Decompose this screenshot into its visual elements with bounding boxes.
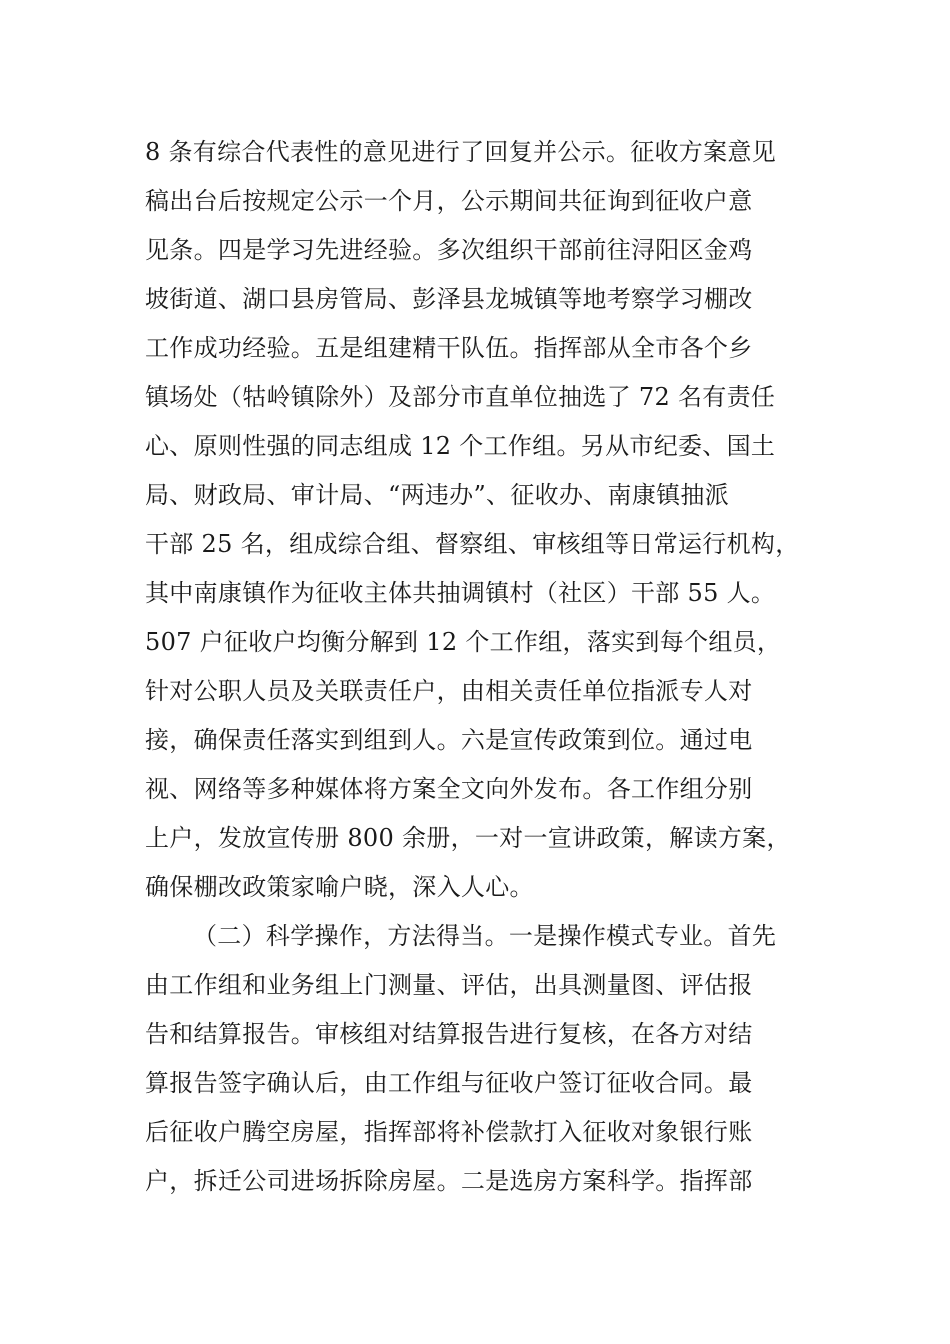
text-line: 确保棚改政策家喻户晓，深入人心。 <box>145 873 534 901</box>
body-text <box>145 128 835 1206</box>
text-line: 视、网络等多种媒体将方案全文向外发布。各工作组分别 <box>145 775 753 803</box>
section-heading-line: （二）科学操作，方法得当。一是操作模式专业。首先 <box>193 922 777 950</box>
text-line: 针对公职人员及关联责任户，由相关责任单位指派专人对 <box>145 677 753 705</box>
text-line: 其中南康镇作为征收主体共抽调镇村（社区）干部 55 人。 <box>145 579 776 607</box>
text-line: 坡街道、湖口县房管局、彭泽县龙城镇等地考察学习棚改 <box>145 285 753 313</box>
text-line: 心、原则性强的同志组成 12 个工作组。另从市纪委、国土 <box>145 432 776 460</box>
text-line: 工作成功经验。五是组建精干队伍。指挥部从全市各个乡 <box>145 334 753 362</box>
text-line: 见条。四是学习先进经验。多次组织干部前往浔阳区金鸡 <box>145 236 753 264</box>
text-line: 上户，发放宣传册 800 余册，一对一宣讲政策，解读方案， <box>145 824 791 852</box>
text-line: 8 条有综合代表性的意见进行了回复并公示。征收方案意见 <box>145 138 776 166</box>
text-line: 507 户征收户均衡分解到 12 个工作组，落实到每个组员， <box>145 628 782 656</box>
text-line: 镇场处（牯岭镇除外）及部分市直单位抽选了 72 名有责任 <box>145 383 776 411</box>
text-line: 后征收户腾空房屋，指挥部将补偿款打入征收对象银行账 <box>145 1118 753 1146</box>
text-line: 干部 25 名，组成综合组、督察组、审核组等日常运行机构， <box>145 530 800 558</box>
text-line: 户，拆迁公司进场拆除房屋。二是选房方案科学。指挥部 <box>145 1167 753 1195</box>
text-line: 接，确保责任落实到组到人。六是宣传政策到位。通过电 <box>145 726 753 754</box>
text-line: 告和结算报告。审核组对结算报告进行复核，在各方对结 <box>145 1020 753 1048</box>
text-line: 局、财政局、审计局、“两违办”、征收办、南康镇抽派 <box>145 481 730 509</box>
text-line: 由工作组和业务组上门测量、评估，出具测量图、评估报 <box>145 971 753 999</box>
text-line: 算报告签字确认后，由工作组与征收户签订征收合同。最 <box>145 1069 753 1097</box>
text-line: 稿出台后按规定公示一个月，公示期间共征询到征收户意 <box>145 187 753 215</box>
